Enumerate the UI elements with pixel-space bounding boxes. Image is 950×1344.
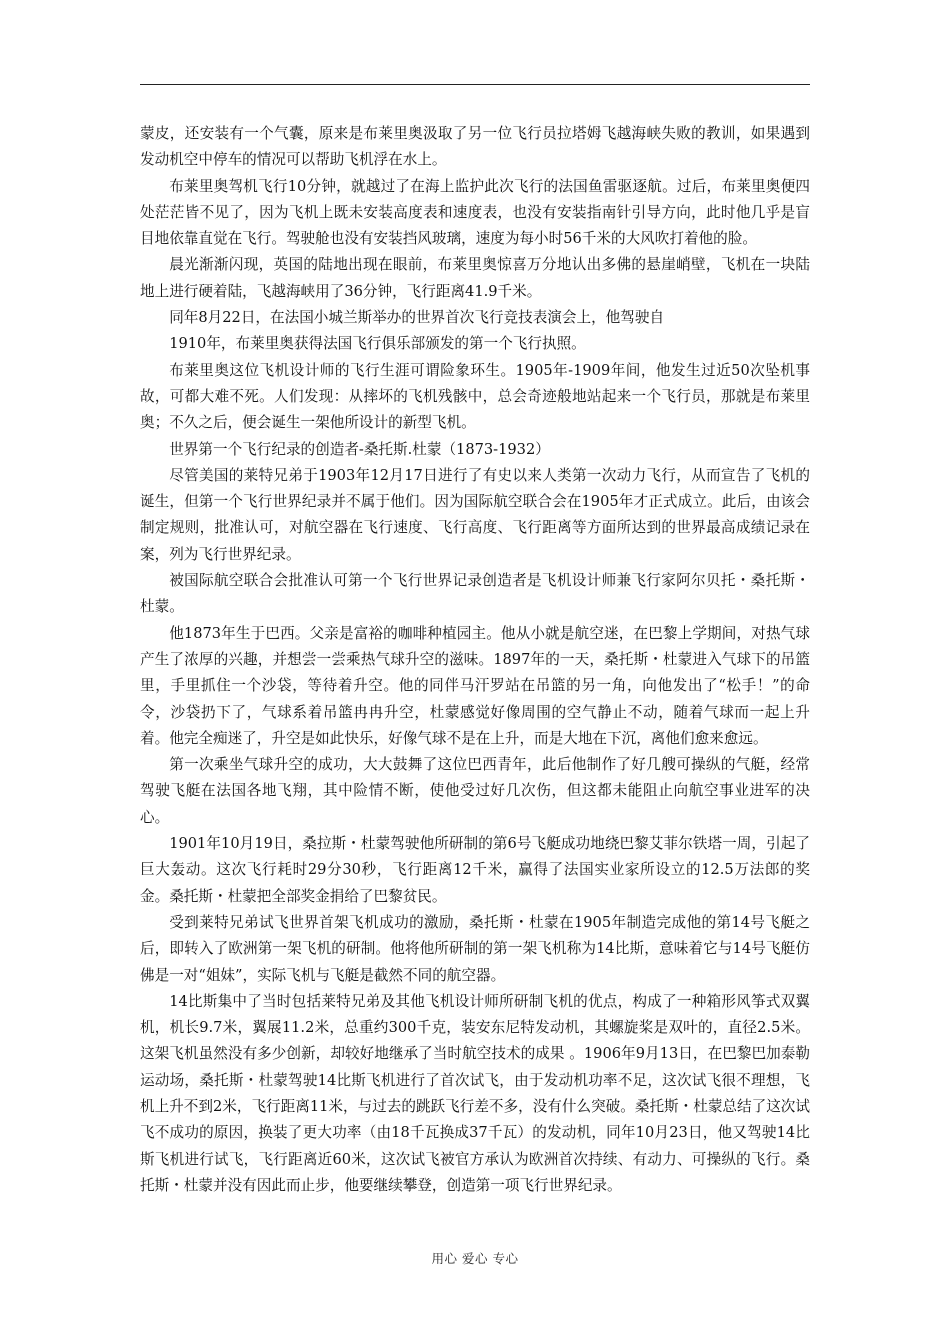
paragraph: 尽管美国的莱特兄弟于1903年12月17日进行了有史以来人类第一次动力飞行，从而宣告了飞机的诞生，但第一个飞行世界纪录并不属于他们。因为国际航空联合会在1905年才正式成立。此后，由该会制定规则，批准认可，对航空器在飞行速度、飞行高度、飞行距离等方面所达到的世界最高成绩记录在案，列为飞行世界纪录。 xyxy=(140,466,810,563)
paragraph: 1910年，布莱里奥获得法国飞行俱乐部颁发的第一个飞行执照。 xyxy=(169,335,586,353)
paragraph: 受到莱特兄弟试飞世界首架飞机成功的激励，桑托斯・杜蒙在1905年制造完成他的第14号飞艇之后，即转入了欧洲第一架飞机的研制。他将他所研制的第一架飞机称为14比斯，意味着它与14号飞艇仿佛是一对“姐妹”，实际飞机与飞艇是截然不同的航空器。 xyxy=(140,913,810,984)
paragraph: 14比斯集中了当时包括莱特兄弟及其他飞机设计师所研制飞机的优点，构成了一种箱形风筝式双翼机，机长9.7米，翼展11.2米，总重约300千克，装安东尼特发动机，其螺旋桨是双叶的，直径2.5米。这架飞机虽然没有多少创新，却较好地继承了当时航空技术的成果 。1906年9月13日，在巴黎巴加泰勒运动场，桑托斯・杜蒙驾驶14比斯飞机进行了首次试飞，由于发动机功率不足，这次试飞很不理想，飞机上升不到2米，飞行距离11米，与过去的跳跃飞行差不多，没有什么突破。桑托斯・杜蒙总结了这次试飞不成功的原因，换装了更大功率（由18千瓦换成37千瓦）的发动机，同年10月23日，他又驾驶14比斯飞机进行试飞，飞行距离近60米，这次试飞被官方承认为欧洲首次持续、有动力、可操纵的飞行。桑托斯・杜蒙并没有因此而止步，他要继续攀登，创造第一项飞行世界纪录。 xyxy=(140,992,810,1194)
paragraph: 布莱里奥这位飞机设计师的飞行生涯可谓险象环生。1905年-1909年间，他发生过近50次坠机事故，可都大难不死。人们发现：从摔坏的飞机残骸中，总会奇迹般地站起来一个飞行员，那就是布莱里奥；不久之后，便会诞生一架他所设计的新型飞机。 xyxy=(140,361,810,432)
paragraph: 被国际航空联合会批准认可第一个飞行世界记录创造者是飞机设计师兼飞行家阿尔贝托・桑托斯・杜蒙。 xyxy=(140,572,810,616)
paragraph: 同年8月22日，在法国小城兰斯举办的世界首次飞行竞技表演会上，他驾驶自 xyxy=(169,309,665,327)
paragraph: 1901年10月19日，桑拉斯・杜蒙驾驶他所研制的第6号飞艇成功地绕巴黎艾菲尔铁塔一周，引起了巨大轰动。这次飞行耗时29分30秒，飞行距离12千米，赢得了法国实业家所设立的12.5万法郎的奖金。桑托斯・杜蒙把全部奖金捐给了巴黎贫民。 xyxy=(140,835,810,905)
paragraph: 第一次乘坐气球升空的成功，大大鼓舞了这位巴西青年，此后他制作了好几艘可操纵的气艇，经常驾驶飞艇在法国各地飞翔，其中险情不断，使他受过好几次伤，但这都未能阻止向航空事业进军的决心。 xyxy=(140,756,810,826)
paragraph: 蒙皮，还安装有一个气囊，原来是布莱里奥汲取了另一位飞行员拉塔姆飞越海峡失败的教训，如果遇到发动机空中停车的情况可以帮助飞机浮在水上。 xyxy=(140,125,810,169)
paragraph: 晨光渐渐闪现，英国的陆地出现在眼前，布莱里奥惊喜万分地认出多佛的悬崖峭壁，飞机在一块陆地上进行硬着陆，飞越海峡用了36分钟，飞行距离41.9千米。 xyxy=(140,256,810,300)
paragraph: 他1873年生于巴西。父亲是富裕的咖啡种植园主。他从小就是航空迷，在巴黎上学期间，对热气球产生了浓厚的兴趣，并想尝一尝乘热气球升空的滋味。1897年的一天，桑托斯・杜蒙进入气球下的吊篮里，手里抓住一个沙袋，等待着升空。他的同伴马汗罗站在吊篮的另一角，向他发出了“松手！”的命令，沙袋扔下了，气球系着吊篮冉冉升空，杜蒙感觉好像周围的空气静止不动，随着气球而一起上升着。他完全痴迷了，升空是如此快乐，好像气球不是在上升，而是大地在下沉，离他们愈来愈远。 xyxy=(140,624,810,747)
header-rule xyxy=(140,84,810,85)
document-body xyxy=(140,121,810,1199)
paragraph: 布莱里奥驾机飞行10分钟，就越过了在海上监护此次飞行的法国鱼雷驱逐航。过后，布莱里奥便四处茫茫皆不见了，因为飞机上既未安装高度表和速度表，也没有安装指南针引导方向，此时他几乎是盲目地依靠直觉在飞行。驾驶舱也没有安装挡风玻璃，速度为每小时56千米的大风吹打着他的脸。 xyxy=(140,177,810,248)
page-footer: 用心 爱心 专心 xyxy=(431,1251,519,1266)
section-heading: 世界第一个飞行纪录的创造者-桑托斯.杜蒙（1873-1932） xyxy=(169,440,550,458)
